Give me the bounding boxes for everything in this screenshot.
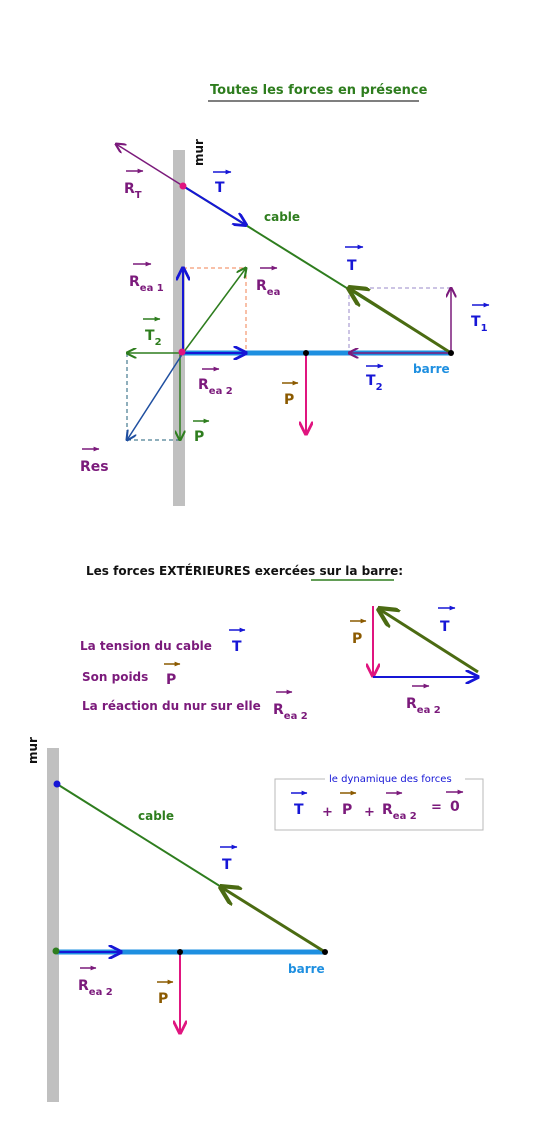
label-Res	[80, 449, 109, 475]
section-all-forces	[80, 83, 489, 506]
label-T2-wall	[143, 319, 162, 348]
external-force-item-reaction	[82, 692, 308, 722]
equation-term-Rea2: $R_{ea 2}$	[382, 802, 417, 822]
svg-text:T: T	[347, 258, 357, 274]
label-T-top	[213, 172, 231, 196]
label-T1	[471, 305, 489, 334]
wall-2	[47, 748, 59, 1102]
label-P-wall	[193, 421, 209, 445]
label-P-bar	[282, 383, 298, 408]
svg-text:T: T	[222, 857, 232, 873]
svg-text:Rea 2: $R_{ea 2}$	[273, 702, 308, 722]
bar-label-T	[220, 847, 237, 873]
svg-text:T: T	[232, 639, 242, 655]
force-RT-arrow	[116, 144, 183, 186]
label-Rea	[256, 268, 280, 298]
force-dynamics-box	[275, 772, 483, 830]
cable-anchor-point	[54, 781, 61, 788]
section2-title: Les forces EXTÉRIEURES exercées sur la barre:	[86, 564, 404, 578]
equation-equals: =	[431, 800, 442, 815]
bar-2-end-point	[322, 949, 328, 955]
svg-text:T2: $T_2$	[366, 373, 383, 393]
equation-plus: +	[364, 805, 375, 820]
svg-text:La tension du cable: La tension du cable	[80, 639, 212, 653]
svg-text:Rea 2: $R_{ea 2}$	[198, 377, 233, 397]
anchor-point-cable-wall	[180, 183, 187, 190]
equation-term-P: P	[342, 802, 353, 818]
cable-2-label: cable	[138, 809, 175, 823]
equation-box-title: le dynamique des forces	[329, 774, 452, 785]
external-force-item-tension	[80, 630, 245, 655]
anchor-point-bar-wall	[179, 349, 186, 356]
svg-text:P: P	[284, 392, 295, 408]
bar-1-label: barre	[413, 362, 450, 376]
label-Rea1	[129, 264, 164, 294]
section-bar-forces	[26, 737, 483, 1102]
svg-text:P: P	[166, 672, 177, 688]
svg-text:La réaction du nur sur elle: La réaction du nur sur elle	[82, 699, 261, 713]
triangle-T-arrow	[379, 609, 478, 672]
bar-2-label: barre	[288, 962, 325, 976]
force-Rea-arrow	[183, 268, 246, 353]
svg-text:T1: $T_1$	[471, 314, 488, 334]
label-Rea2	[198, 369, 233, 397]
svg-text:Son poids: Son poids	[82, 670, 149, 684]
svg-text:P: P	[194, 429, 205, 445]
wall-2-label: mur	[26, 737, 40, 764]
equation-zero: 0	[450, 799, 460, 815]
triangle-T-label: T	[440, 619, 450, 635]
force-T-bar-arrow	[349, 288, 451, 353]
label-T2-bar	[366, 366, 383, 393]
bar-force-T-arrow	[221, 887, 325, 952]
triangle-P-label: P	[352, 631, 363, 647]
label-RT	[124, 171, 143, 201]
section1-title: Toutes les forces en présence	[210, 83, 428, 98]
svg-text:RT: $R_T$	[124, 181, 142, 201]
svg-text:Rea 1: $R_{ea 1}$	[129, 274, 164, 294]
wall-1-label: mur	[192, 139, 206, 166]
bar-end-point	[448, 350, 454, 356]
external-force-item-weight	[82, 664, 180, 688]
triangle-Rea2-label: $R_{ea 2}$	[406, 696, 441, 716]
svg-text:Rea 2: $R_{ea 2}$	[78, 978, 113, 998]
section-external-forces	[80, 563, 478, 722]
cable-1-label: cable	[264, 210, 301, 224]
bar-label-P	[157, 982, 173, 1007]
svg-text:Rea: $R_{ea}$	[256, 278, 281, 298]
svg-text:T2: $T_2$	[145, 328, 162, 348]
svg-text:T: T	[215, 180, 225, 196]
equation-term-T: T	[294, 802, 304, 818]
svg-text:P: P	[158, 991, 169, 1007]
bar-center-point	[303, 350, 309, 356]
bar-2-center-point	[177, 949, 183, 955]
equation-plus: +	[322, 805, 333, 820]
label-T-mid	[345, 247, 363, 274]
bar-label-Rea2	[78, 968, 113, 998]
bar-anchor-point	[53, 948, 60, 955]
svg-text:Res: Res	[80, 459, 109, 475]
force-triangle	[350, 606, 478, 716]
